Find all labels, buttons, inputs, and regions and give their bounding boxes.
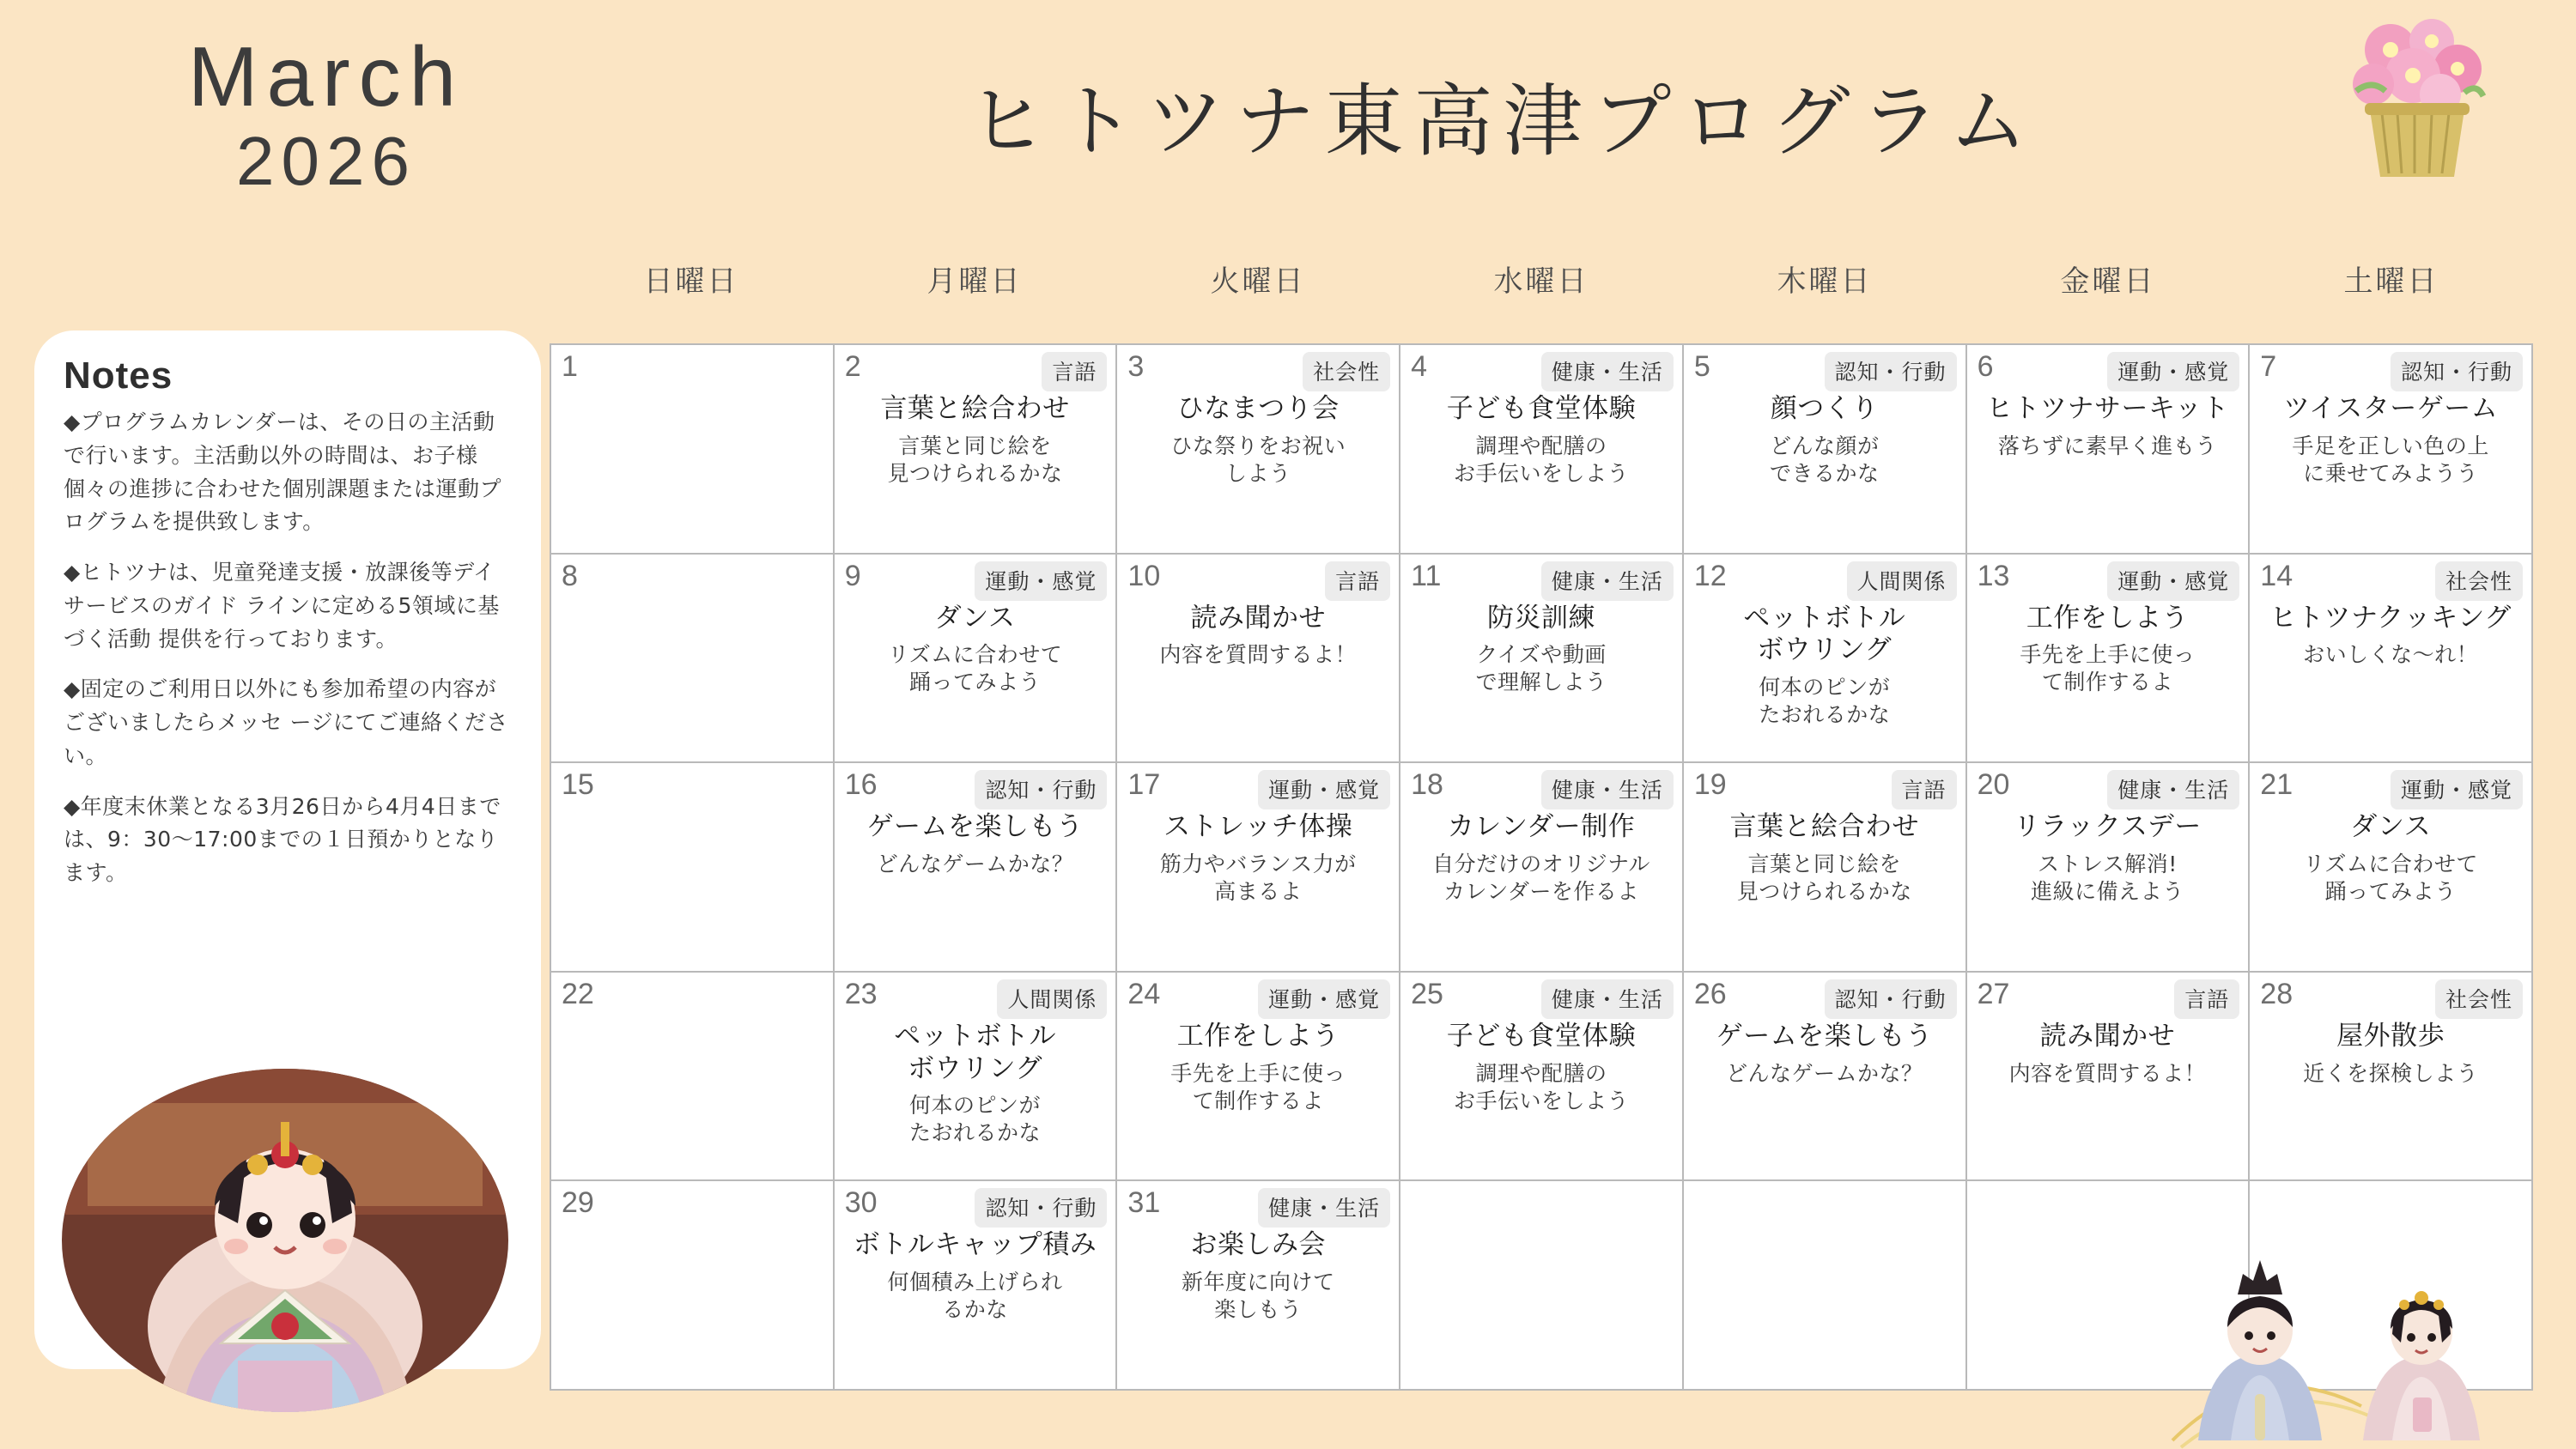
day-header — [1409, 979, 1674, 1019]
day-number: 16 — [844, 768, 878, 802]
activity-description: 近くを探検しよう — [2303, 1060, 2479, 1086]
activity-description: 言葉と同じ絵を 見つけられるかな — [1736, 852, 1912, 904]
activity-description: どんな顔が できるかな — [1769, 433, 1880, 486]
activity-title: カレンダー制作 — [1447, 811, 1636, 843]
activity-title: ツイスターゲーム — [2283, 393, 2499, 424]
category-badge: 言語 — [1325, 561, 1390, 601]
day-number: 7 — [2260, 350, 2277, 383]
notes-item: ◆プログラムカレンダーは、その日の主活動で行います。主活動以外の時間は、お子様個々の進捗に合わせた個別課題または運動プログラムを提供致します。 — [64, 409, 502, 535]
day-header — [1976, 352, 2240, 391]
category-badge: 運動・感覚 — [2391, 770, 2523, 809]
activity-description: 何個積み上げられ るかな — [887, 1270, 1063, 1323]
activity-description: クイズや動画 で理解しよう — [1475, 642, 1607, 695]
activity-title: リラックスデー — [2013, 811, 2202, 843]
category-badge: 認知・行動 — [1825, 352, 1957, 391]
weekday-tue: 火曜日 — [1210, 264, 1306, 299]
calendar-day-13[interactable] — [1967, 555, 2251, 764]
day-number: 30 — [844, 1186, 878, 1220]
calendar-day-14[interactable] — [2250, 555, 2533, 764]
calendar-day-5[interactable] — [1684, 345, 1967, 555]
activity-description: 手先を上手に使っ て制作するよ — [1170, 1060, 1346, 1113]
category-badge: 認知・行動 — [1825, 979, 1957, 1019]
activity-title: 読み聞かせ — [2039, 1020, 2176, 1052]
activity-title: 子ども食堂体験 — [1446, 393, 1637, 424]
calendar-day-3[interactable] — [1117, 345, 1400, 555]
category-badge: 言語 — [2174, 979, 2239, 1019]
category-badge: 認知・行動 — [975, 1188, 1107, 1228]
activity-description: おいしくな〜れ！ — [2303, 642, 2479, 668]
activity-title: 顔つくり — [1770, 393, 1879, 424]
category-badge: 社会性 — [2435, 561, 2523, 601]
category-badge: 運動・感覚 — [1258, 979, 1390, 1019]
activity-description: 何本のピンが たおれるかな — [1759, 675, 1891, 728]
activity-title: 言葉と絵合わせ — [1729, 811, 1919, 843]
day-number: 26 — [1693, 977, 1727, 1010]
activity-title: ペットボトル ボウリング — [894, 1020, 1057, 1084]
activity-description: 自分だけのオリジナル カレンダーを作るよ — [1432, 852, 1650, 904]
activity-description: 調理や配膳の お手伝いをしよう — [1453, 433, 1629, 486]
day-header — [1976, 561, 2240, 601]
day-header — [2258, 770, 2523, 809]
page-title: ヒトツナ東高津プログラム — [967, 76, 2038, 167]
calendar-day-28[interactable] — [2250, 973, 2533, 1182]
activity-description: どんなゲームかな？ — [876, 852, 1074, 876]
calendar-day-8[interactable] — [551, 555, 835, 764]
day-number: 2 — [844, 350, 861, 383]
day-number: 19 — [1693, 768, 1727, 802]
day-header — [1692, 352, 1957, 391]
calendar-day-20[interactable] — [1967, 763, 2251, 973]
activity-title: ヒトツナサーキット — [1985, 393, 2229, 424]
calendar-day-2[interactable] — [835, 345, 1118, 555]
day-header — [1976, 770, 2240, 809]
notes-item: ◆年度末休業となる3月26日から4月4日までは、9：30〜17:00までの１日預かりとなります。 — [64, 793, 501, 885]
calendar-day-24[interactable] — [1117, 973, 1400, 1182]
day-number: 29 — [562, 1186, 594, 1220]
day-header — [560, 561, 824, 596]
day-number: 15 — [562, 768, 594, 802]
day-number: 18 — [1411, 768, 1443, 802]
activity-title: ヒトツナクッキング — [2269, 602, 2512, 634]
day-header — [1976, 1188, 2240, 1222]
day-header — [1692, 1188, 1957, 1222]
calendar-day-11[interactable] — [1400, 555, 1684, 764]
day-header — [1692, 770, 1957, 809]
activity-description: 新年度に向けて 楽しもう — [1182, 1270, 1335, 1323]
activity-title: 工作をしよう — [2026, 602, 2189, 634]
calendar-day-29[interactable] — [551, 1181, 835, 1391]
activity-title: 子ども食堂体験 — [1446, 1020, 1637, 1052]
month-name: March — [187, 29, 465, 124]
weekday-wed: 水曜日 — [1493, 264, 1589, 299]
day-number: 3 — [1127, 350, 1145, 383]
day-number: 22 — [562, 977, 594, 1010]
weekday-mon: 月曜日 — [927, 264, 1023, 299]
calendar-day-7[interactable] — [2250, 345, 2533, 555]
weekday-sun: 日曜日 — [643, 264, 739, 299]
activity-description: 内容を質問するよ！ — [2008, 1060, 2207, 1086]
month-block — [103, 29, 550, 204]
activity-title: ひなまつり会 — [1176, 393, 1340, 424]
calendar-day-26[interactable] — [1684, 973, 1967, 1182]
weekday-sat: 土曜日 — [2343, 264, 2439, 299]
category-badge: 社会性 — [1303, 352, 1390, 391]
category-badge: 言語 — [1892, 770, 1957, 809]
calendar-day-17[interactable] — [1117, 763, 1400, 973]
calendar-day-25[interactable] — [1400, 973, 1684, 1182]
category-badge: 人間関係 — [1847, 561, 1957, 601]
day-header — [1126, 561, 1390, 601]
category-badge: 言語 — [1042, 352, 1107, 391]
activity-title: 言葉と絵合わせ — [880, 393, 1070, 424]
day-header — [2258, 979, 2523, 1019]
day-number: 11 — [1411, 559, 1442, 592]
day-header — [1409, 1188, 1674, 1222]
day-header — [1126, 979, 1390, 1019]
day-header — [1409, 770, 1674, 809]
calendar-day-1[interactable] — [551, 345, 835, 555]
category-badge: 人間関係 — [997, 979, 1107, 1019]
calendar-day-15[interactable] — [551, 763, 835, 973]
day-header — [2258, 352, 2523, 391]
day-header — [843, 979, 1108, 1019]
calendar-day-22[interactable] — [551, 973, 835, 1182]
day-header — [843, 1188, 1108, 1228]
activity-description: 筋力やバランス力が 高まるよ — [1159, 852, 1357, 904]
day-header — [560, 352, 824, 386]
day-header — [1409, 352, 1674, 391]
notes-heading: Notes — [64, 355, 173, 397]
day-header — [843, 352, 1108, 391]
day-header — [843, 561, 1108, 601]
activity-title: ダンス — [934, 602, 1016, 634]
calendar-day-12[interactable] — [1684, 555, 1967, 764]
activity-title: ダンス — [2350, 811, 2432, 843]
day-number: 1 — [562, 350, 578, 383]
category-badge: 健康・生活 — [2107, 770, 2239, 809]
category-badge: 認知・行動 — [975, 770, 1107, 809]
category-badge: 健康・生活 — [1541, 561, 1674, 601]
calendar-day-21[interactable] — [2250, 763, 2533, 973]
activity-title: ゲームを楽しもう — [866, 811, 1084, 843]
activity-title: ストレッチ体操 — [1163, 811, 1353, 843]
calendar-day-27[interactable] — [1967, 973, 2251, 1182]
activity-description: 言葉と同じ絵を 見つけられるかな — [887, 433, 1063, 486]
activity-description: 手足を正しい色の上 に乗せてみようう — [2292, 433, 2489, 486]
activity-title: 読み聞かせ — [1190, 602, 1327, 634]
activity-description: 手先を上手に使っ て制作するよ — [2020, 642, 2196, 695]
day-number: 25 — [1411, 977, 1443, 1010]
day-number: 31 — [1127, 1186, 1161, 1220]
category-badge: 運動・感覚 — [975, 561, 1107, 601]
month-year: 2026 — [236, 123, 416, 199]
day-number: 14 — [2260, 559, 2293, 592]
calendar-day-30[interactable] — [835, 1181, 1118, 1391]
day-header — [1976, 979, 2240, 1019]
day-header — [1692, 561, 1957, 601]
activity-title: 工作をしよう — [1176, 1020, 1340, 1052]
activity-description: 落ちずに素早く進もう — [1997, 433, 2217, 458]
calendar-day-19[interactable] — [1684, 763, 1967, 973]
day-header — [1126, 1188, 1390, 1228]
day-header — [843, 770, 1108, 809]
day-number: 20 — [1977, 768, 2010, 802]
day-header — [1692, 979, 1957, 1019]
activity-title: 防災訓練 — [1486, 602, 1595, 634]
category-badge: 健康・生活 — [1258, 1188, 1390, 1228]
category-badge: 運動・感覚 — [2107, 561, 2239, 601]
activity-title: 屋外散歩 — [2336, 1020, 2445, 1052]
activity-title: お楽しみ会 — [1190, 1229, 1327, 1261]
hina-doll-photo — [62, 1069, 508, 1412]
day-number: 23 — [844, 977, 878, 1010]
day-number: 24 — [1127, 977, 1161, 1010]
calendar-day-4[interactable] — [1400, 345, 1684, 555]
category-badge: 健康・生活 — [1541, 979, 1674, 1019]
day-number: 6 — [1977, 350, 1994, 383]
day-number: 28 — [2260, 977, 2293, 1010]
notes-item: ◆ヒトツナは、児童発達支援・放課後等デイサービスのガイド ラインに定める5領域に基づく活動 提供を行っております。 — [64, 560, 500, 652]
day-number: 12 — [1693, 559, 1727, 592]
calendar-day-blank[interactable] — [2250, 1181, 2533, 1391]
activity-description: リズムに合わせて 踊ってみよう — [887, 642, 1063, 695]
activity-description: 調理や配膳の お手伝いをしよう — [1453, 1060, 1629, 1113]
day-number: 8 — [562, 559, 578, 592]
activity-title: ゲームを楽しもう — [1716, 1020, 1933, 1052]
day-number: 9 — [844, 559, 861, 592]
calendar-day-31[interactable] — [1117, 1181, 1400, 1391]
activity-description: 何本のピンが たおれるかな — [909, 1093, 1042, 1146]
day-number: 21 — [2260, 768, 2293, 802]
activity-title: ペットボトル ボウリング — [1743, 602, 1906, 666]
day-header — [560, 979, 824, 1014]
calendar-day-9[interactable] — [835, 555, 1118, 764]
day-header — [1126, 770, 1390, 809]
flower-basket-icon — [2312, 9, 2509, 206]
activity-title: ボトルキャップ積み — [853, 1229, 1097, 1261]
activity-description: ストレス解消! 進級に備えよう — [2031, 852, 2184, 904]
activity-description: ひな祭りをお祝い しよう — [1170, 433, 1346, 486]
category-badge: 健康・生活 — [1541, 352, 1674, 391]
day-number: 4 — [1411, 350, 1428, 383]
category-badge: 運動・感覚 — [1258, 770, 1390, 809]
calendar-day-blank[interactable] — [1400, 1181, 1684, 1391]
activity-description: どんなゲームかな？ — [1725, 1060, 1923, 1086]
day-header — [1126, 352, 1390, 391]
day-number: 10 — [1127, 559, 1161, 592]
calendar-day-6[interactable] — [1967, 345, 2251, 555]
weekday-header — [550, 258, 2533, 300]
calendar-grid — [550, 343, 2533, 1391]
activity-description: リズムに合わせて 踊ってみよう — [2303, 852, 2478, 904]
calendar-day-16[interactable] — [835, 763, 1118, 973]
calendar-day-23[interactable] — [835, 973, 1118, 1182]
day-number: 27 — [1977, 977, 2010, 1010]
weekday-thu: 木曜日 — [1777, 264, 1873, 299]
day-header — [560, 770, 824, 804]
calendar-day-blank[interactable] — [1967, 1181, 2251, 1391]
calendar-day-10[interactable] — [1117, 555, 1400, 764]
day-header — [2258, 1188, 2523, 1222]
notes-item: ◆固定のご利用日以外にも参加希望の内容がございましたらメッセ ージにてご連絡ください。 — [64, 676, 508, 768]
day-header — [560, 1188, 824, 1222]
category-badge: 社会性 — [2435, 979, 2523, 1019]
day-number: 13 — [1977, 559, 2010, 592]
activity-description: 内容を質問するよ！ — [1159, 642, 1358, 668]
day-number: 17 — [1127, 768, 1161, 802]
category-badge: 運動・感覚 — [2107, 352, 2239, 391]
calendar-day-18[interactable] — [1400, 763, 1684, 973]
calendar-day-blank[interactable] — [1684, 1181, 1967, 1391]
category-badge: 健康・生活 — [1541, 770, 1674, 809]
category-badge: 認知・行動 — [2391, 352, 2523, 391]
weekday-fri: 金曜日 — [2060, 264, 2156, 299]
day-header — [1409, 561, 1674, 601]
day-header — [2258, 561, 2523, 601]
day-number: 5 — [1693, 350, 1710, 383]
